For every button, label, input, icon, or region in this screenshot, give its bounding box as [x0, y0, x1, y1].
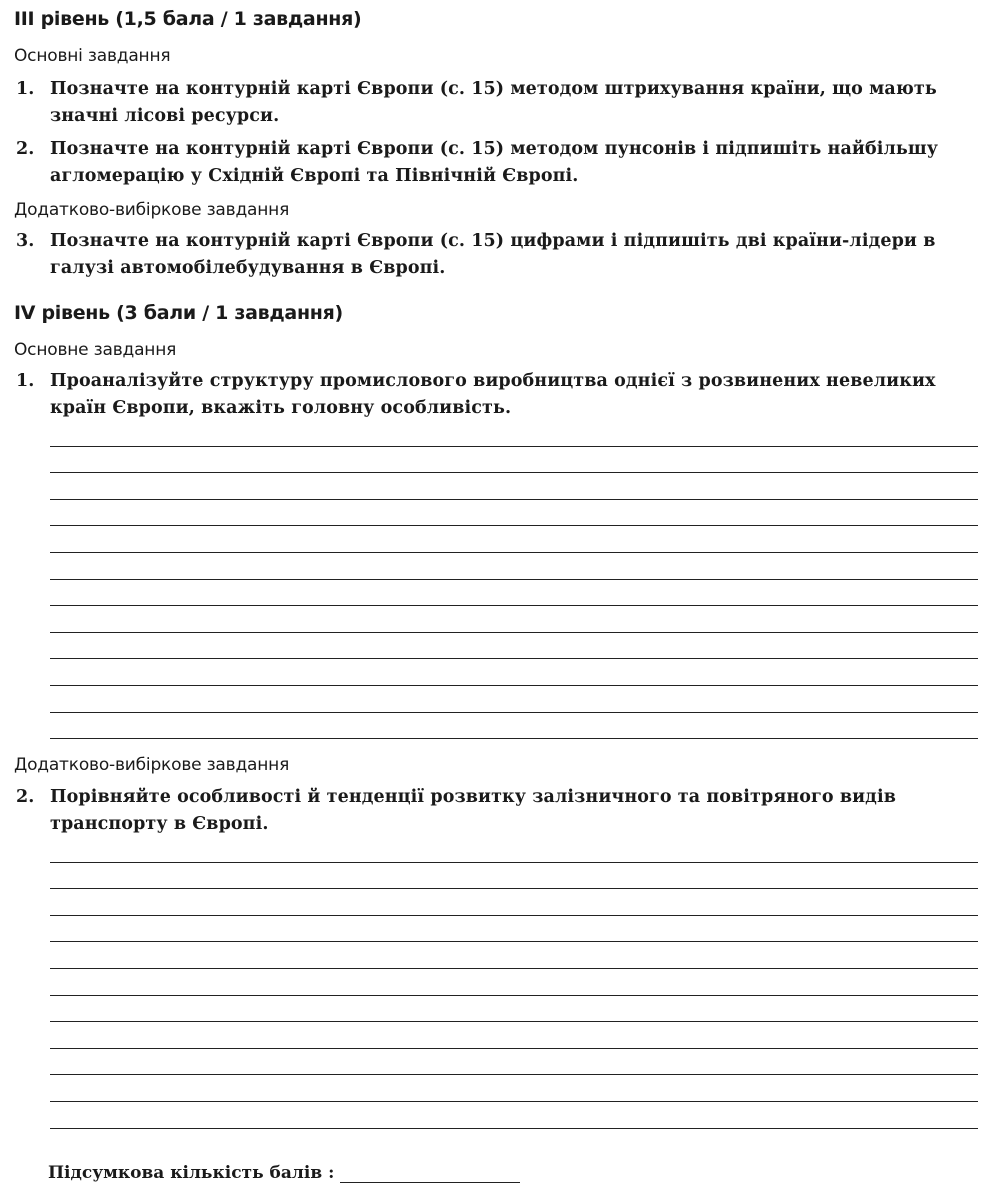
answer-area-2[interactable] [14, 836, 982, 1129]
level3-extra-label-block [14, 200, 982, 220]
task-number: 1. [16, 79, 35, 99]
answer-area-1[interactable] [14, 420, 982, 739]
answer-line[interactable] [50, 1022, 978, 1049]
answer-line[interactable] [50, 1049, 978, 1076]
task-text: Позначте на контурній карті Європи (с. 15) цифрами і підпишіть дві країни-лідери в галузі автомобілебудування в Європі. [50, 231, 936, 278]
level3-task-2 [14, 136, 982, 190]
answer-line[interactable] [50, 942, 978, 969]
task-number: 1. [16, 371, 35, 391]
answer-line[interactable] [50, 686, 978, 713]
task-number: 3. [16, 231, 35, 251]
answer-line[interactable] [50, 996, 978, 1023]
level4-main-label-block [14, 340, 982, 360]
task-text: Проаналізуйте структуру промислового виробництва однієї з розвинених невеликих країн Європи, вкажіть головну особливість. [50, 371, 936, 418]
answer-line[interactable] [50, 916, 978, 943]
level4-extra-label-block [14, 755, 982, 775]
level3-main-label: Основні завдання [14, 46, 171, 66]
total-score-label: Підсумкова кількість балів : [48, 1163, 335, 1183]
answer-line[interactable] [50, 633, 978, 660]
answer-line[interactable] [50, 1075, 978, 1102]
answer-line[interactable] [50, 526, 978, 553]
total-score-blank[interactable] [340, 1164, 520, 1183]
answer-line[interactable] [50, 447, 978, 474]
level3-task-3 [14, 228, 982, 282]
answer-line[interactable] [50, 969, 978, 996]
level4-main-label: Основне завдання [14, 340, 177, 360]
answer-line[interactable] [50, 500, 978, 527]
level3-main-label-block [14, 46, 982, 66]
task-number: 2. [16, 139, 35, 159]
answer-line[interactable] [50, 863, 978, 890]
answer-line[interactable] [50, 420, 978, 447]
task-text: Позначте на контурній карті Європи (с. 15) методом пунсонів і підпишіть найбільшу агломерацію у Східній Європі та Північній Європі. [50, 139, 939, 186]
level4-task-2 [14, 784, 982, 838]
answer-line[interactable] [50, 1102, 978, 1129]
task-text: Порівняйте особливості й тенденції розвитку залізничного та повітряного видів транспорту в Європі. [50, 787, 896, 834]
level4-task-1 [14, 368, 982, 422]
answer-line[interactable] [50, 606, 978, 633]
level3-section [14, 8, 982, 30]
level4-extra-label: Додатково-вибіркове завдання [14, 755, 290, 775]
answer-line[interactable] [50, 836, 978, 863]
level3-extra-label: Додатково-вибіркове завдання [14, 200, 290, 220]
task-text: Позначте на контурній карті Європи (с. 15) методом штрихування країни, що мають значні лісові ресурси. [50, 79, 937, 126]
total-score [48, 1163, 520, 1183]
level4-heading: IV рівень (3 бали / 1 завдання) [14, 302, 343, 324]
answer-line[interactable] [50, 713, 978, 740]
answer-line[interactable] [50, 553, 978, 580]
answer-line[interactable] [50, 889, 978, 916]
answer-line[interactable] [50, 473, 978, 500]
level4-section [14, 302, 982, 324]
level3-heading: III рівень (1,5 бала / 1 завдання) [14, 8, 362, 30]
answer-line[interactable] [50, 659, 978, 686]
answer-line[interactable] [50, 580, 978, 607]
task-number: 2. [16, 787, 35, 807]
level3-task-1 [14, 76, 982, 130]
